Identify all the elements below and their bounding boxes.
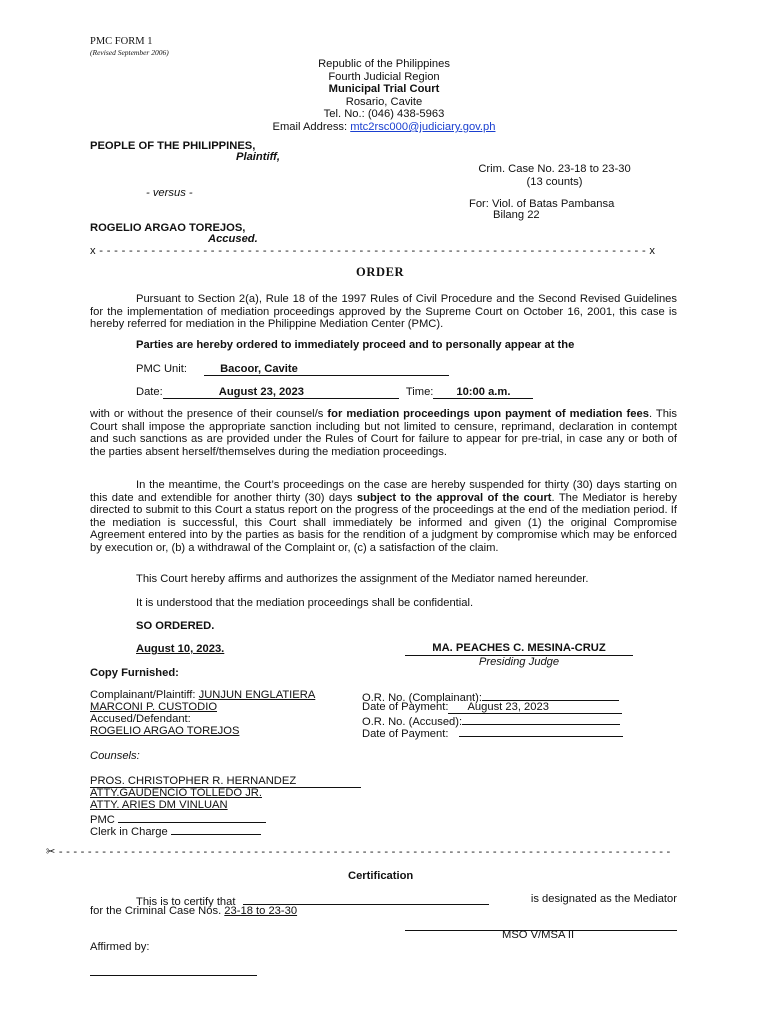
caption-divider: x - - - - - - - - - - - - - - - - - - - - - - - - - - - - - - - - - - - - - - - - - - - - - - - - - - - - - - - - - - - - - - - - - - - - - - - - - - x: [90, 245, 656, 257]
court-header: [234, 58, 534, 134]
certification-text-c: for the Criminal Case Nos.: [90, 905, 225, 917]
versus-label: - versus -: [146, 187, 193, 199]
order-paragraph-3: [90, 479, 677, 555]
or-accused-label: O.R. No. (Accused):: [362, 716, 463, 728]
mso-title: MSO V/MSA II: [502, 929, 575, 941]
counsel-3: ATTY. ARIES DM VINLUAN: [90, 799, 228, 811]
accused-role: Accused.: [208, 233, 258, 245]
complainant-label: Complainant/Plaintiff:: [90, 689, 199, 701]
payment-date-2-label: Date of Payment:: [362, 728, 449, 740]
pmc-copy-label: PMC: [90, 814, 115, 826]
para3-emphasis: subject to the approval of the court: [356, 491, 552, 504]
court-email-line: [234, 121, 534, 134]
plaintiff-role: Plaintiff,: [236, 151, 280, 163]
mediation-time-value: 10:00 a.m.: [433, 386, 533, 399]
or-accused-blank: [462, 713, 620, 725]
mediator-name-blank: [243, 893, 489, 905]
clerk-blank: [171, 823, 261, 835]
court-region: Fourth Judicial Region: [328, 70, 440, 83]
form-revised-note: (Revised September 2006): [90, 48, 169, 57]
or-complainant-label: O.R. No. (Complainant):: [362, 692, 482, 704]
certification-case-nos: 23-18 to 23-30: [224, 905, 298, 917]
case-number-line: Crim. Case No. 23-18 to 23-30: [478, 163, 631, 175]
date-label: Date:: [136, 386, 163, 398]
email-link[interactable]: mtc2rsc000@judiciary.gov.ph: [350, 120, 496, 133]
appearance-directive: Parties are hereby ordered to immediately proceed and to personally appear at the: [136, 339, 575, 351]
accused-name: ROGELIO ARGAO TOREJOS,: [90, 222, 246, 234]
copy-furnished-heading: Copy Furnished:: [90, 667, 179, 679]
counsel-2: ATTY.GAUDENCIO TOLLEDO JR.: [90, 787, 262, 799]
payment-date-1-label: Date of Payment:: [362, 701, 449, 713]
case-counts: (13 counts): [526, 175, 583, 188]
email-label: Email Address:: [272, 120, 351, 133]
para3-rest: . The Mediator is hereby directed to submit to this Court a status report on the progress of the proceedings at the end of the mediation period. If the mediation is successful, this Court shall immediately be informed and given (1) the original Compromise Agreement entered into by the parties as basis for the rendition of a judgment by compromise which may be enforced by execution or, (b) a withdrawal of the Complaint or, (c) a satisfaction of the claim.: [90, 491, 677, 554]
or-complainant-blank: [482, 689, 619, 701]
pmc-unit-line: [136, 363, 449, 376]
order-date: August 10, 2023.: [136, 643, 225, 655]
order-paragraph-2: [90, 408, 677, 458]
payment-date-1-value: August 23, 2023: [448, 701, 622, 714]
schedule-line: [136, 386, 533, 399]
order-paragraph-5: It is understood that the mediation proceedings shall be confidential.: [136, 597, 474, 609]
court-telephone: Tel. No.: (046) 438-5963: [323, 108, 445, 121]
mediation-date-value: August 23, 2023: [163, 386, 399, 399]
certification-text-a: This is to certify that: [136, 896, 236, 908]
judge-title: Presiding Judge: [478, 655, 560, 668]
para3-intro: In the meantime, the Court’s proceedings on the case are hereby suspended for thirty (30) days starting on this date and extendible for another thirty (30) days: [90, 479, 677, 504]
affirmed-signature-line: [90, 975, 257, 976]
order-paragraph-4: This Court hereby affirms and authorizes the assignment of the Mediator named hereunder.: [136, 573, 589, 585]
affirmed-by-label: Affirmed by:: [90, 941, 150, 953]
certification-text-b: is designated as the Mediator: [530, 893, 677, 905]
form-title: PMC FORM 1: [90, 36, 153, 47]
para2-rest: . This Court shall impose the appropriate sanction including but not limited to censure, reprimand, declaration in contempt and such sanctions as are provided under the Rules of Court for failure to appear for pre-trial, in case any or both of the parties absent herself/themselves during the mediation proceedings.: [90, 408, 677, 458]
certification-title: Certification: [348, 870, 414, 882]
pmc-unit-value: Bacoor, Cavite: [204, 363, 449, 376]
accused-copy-name: ROGELIO ARGAO TOREJOS: [90, 725, 240, 737]
pmc-unit-label: PMC Unit:: [136, 363, 187, 375]
clerk-label: Clerk in Charge: [90, 826, 168, 838]
offense-line-1: For: Viol. of Batas Pambansa: [469, 198, 615, 210]
offense-line-2: Bilang 22: [493, 209, 540, 221]
court-country: Republic of the Philippines: [318, 58, 450, 70]
complainant-line: [90, 689, 315, 702]
court-name: Municipal Trial Court: [328, 83, 440, 96]
second-party-name: MARCONI P. CUSTODIO: [90, 701, 218, 713]
order-paragraph-1: Pursuant to Section 2(a), Rule 18 of the 1997 Rules of Civil Procedure and the Second Revised Guidelines for the implementation of mediation proceedings approved by the Supreme Court on October 16, 2001, this case is hereby referred for mediation in the Philippine Mediation Center (PMC).: [90, 293, 677, 331]
payment-date-2-line: [362, 725, 623, 741]
pmc-copy-blank: [118, 811, 266, 823]
certification-line-2: [90, 905, 297, 918]
counsel-1-name: PROS. CHRISTOPHER R. HERNANDEZ: [90, 775, 361, 788]
judge-name: MA. PEACHES C. MESINA-CRUZ: [405, 643, 633, 656]
accused-label: Accused/Defendant:: [90, 713, 191, 725]
clerk-line: [90, 823, 261, 839]
so-ordered: SO ORDERED.: [136, 620, 215, 632]
complainant-name: JUNJUN ENGLATIERA: [198, 689, 316, 701]
plaintiff-name: PEOPLE OF THE PHILIPPINES,: [90, 140, 256, 152]
counsels-heading: Counsels:: [90, 750, 140, 762]
court-location: Rosario, Cavite: [345, 95, 423, 108]
payment-date-2-blank: [459, 725, 623, 737]
judge-signature-block: [405, 643, 633, 668]
cut-line: ✂ - - - - - - - - - - - - - - - - - - - - - - - - - - - - - - - - - - - - - - - - - - - - - - - - - - - - - - - - - - - - - - - - - - - - - - - - - - - - - - - - - - - - -: [46, 846, 671, 858]
order-title: ORDER: [356, 265, 405, 279]
para2-intro: with or without the presence of their counsel/s: [90, 408, 328, 420]
case-number: [469, 163, 640, 188]
time-label: Time:: [405, 386, 434, 398]
para2-emphasis: for mediation proceedings upon payment of mediation fees: [327, 408, 649, 420]
